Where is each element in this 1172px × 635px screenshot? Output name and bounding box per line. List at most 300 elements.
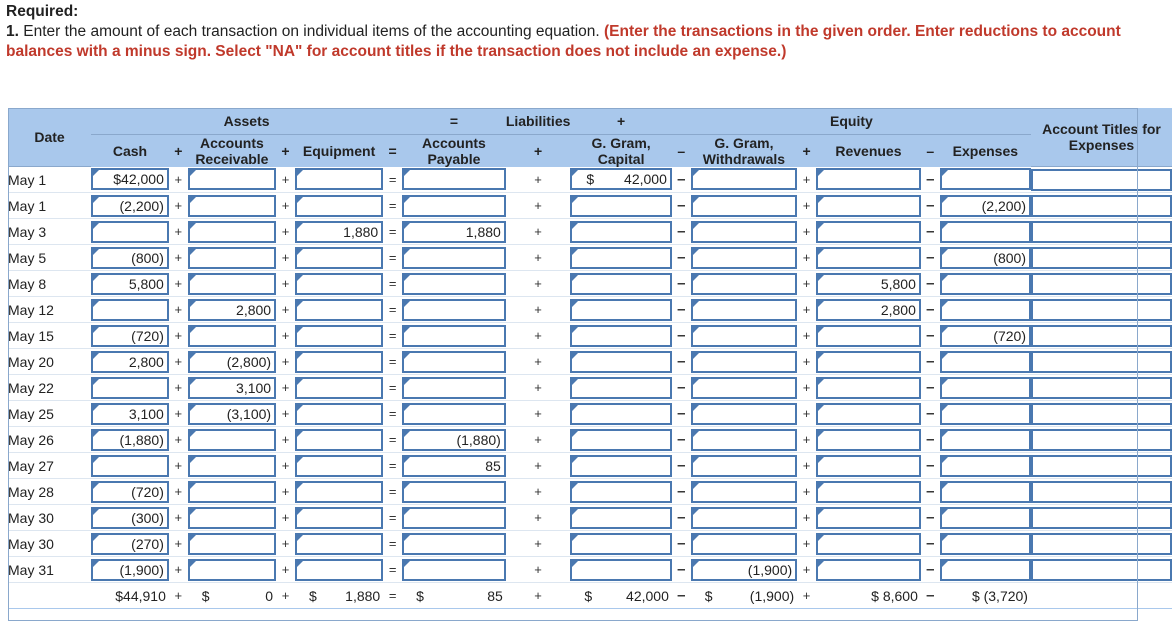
op-equals: = xyxy=(383,219,402,245)
revenues-input[interactable] xyxy=(816,533,921,555)
accounts-receivable-input[interactable] xyxy=(188,533,276,555)
op-minus: – xyxy=(921,583,940,609)
withdrawals-cell xyxy=(691,479,797,505)
op-plus: + xyxy=(797,219,816,245)
transaction-row xyxy=(8,271,1172,297)
expenses-input[interactable] xyxy=(940,325,1031,347)
op-minus: – xyxy=(672,583,691,609)
capital-cell xyxy=(570,167,671,193)
expenses-cell xyxy=(940,219,1031,245)
op-plus: + xyxy=(276,271,295,297)
accounts-payable-input[interactable] xyxy=(402,299,506,321)
op-plus: + xyxy=(506,427,571,453)
cash-cell xyxy=(91,479,169,505)
accounts-payable-input[interactable] xyxy=(402,481,506,503)
equipment-input[interactable] xyxy=(295,481,383,503)
capital-input[interactable] xyxy=(570,351,671,373)
capital-input[interactable] xyxy=(570,455,671,477)
currency-symbol: $ xyxy=(416,587,424,604)
ap-cell xyxy=(402,219,506,245)
op-plus: + xyxy=(797,479,816,505)
withdrawals-input[interactable] xyxy=(691,351,797,373)
revenues-cell xyxy=(816,245,921,271)
total-accounts-payable: $ 85 xyxy=(402,583,506,609)
equipment-input[interactable] xyxy=(295,559,383,581)
ar-cell xyxy=(188,453,276,479)
withdrawals-input[interactable] xyxy=(691,533,797,555)
op-plus: + xyxy=(169,193,188,219)
expenses-input[interactable] xyxy=(940,559,1031,581)
withdrawals-cell xyxy=(691,375,797,401)
account-title-select[interactable] xyxy=(1031,377,1172,399)
revenues-cell xyxy=(816,167,921,193)
withdrawals-input[interactable] xyxy=(691,377,797,399)
accounts-receivable-input[interactable] xyxy=(188,221,276,243)
account-title-cell xyxy=(1031,375,1172,401)
accounts-payable-input[interactable] xyxy=(402,351,506,373)
revenues-input[interactable] xyxy=(816,351,921,373)
header-accounts-payable: Accounts Payable xyxy=(402,134,506,167)
revenues-cell xyxy=(816,193,921,219)
expenses-value: (800) xyxy=(993,249,1026,266)
expenses-input[interactable] xyxy=(940,533,1031,555)
equipment-input[interactable] xyxy=(295,168,383,190)
account-title-cell xyxy=(1031,505,1172,531)
revenues-input[interactable] xyxy=(816,403,921,425)
cash-input[interactable] xyxy=(91,221,169,243)
revenues-input[interactable] xyxy=(816,195,921,217)
withdrawals-cell xyxy=(691,167,797,193)
account-title-select[interactable] xyxy=(1031,351,1172,373)
revenues-input[interactable] xyxy=(816,455,921,477)
equipment-input[interactable] xyxy=(295,403,383,425)
header-cash: Cash xyxy=(91,134,169,167)
revenues-input[interactable] xyxy=(816,481,921,503)
cash-input[interactable] xyxy=(91,351,169,373)
op-plus: + xyxy=(276,245,295,271)
transaction-row xyxy=(8,193,1172,219)
accounts-receivable-input[interactable] xyxy=(188,429,276,451)
op-minus: – xyxy=(921,245,940,271)
account-title-select[interactable] xyxy=(1031,247,1172,269)
op-plus: + xyxy=(276,349,295,375)
transaction-row xyxy=(8,349,1172,375)
op-equals: = xyxy=(383,193,402,219)
equipment-cell xyxy=(295,323,383,349)
cash-value: (720) xyxy=(131,483,164,500)
cash-input[interactable] xyxy=(91,481,169,503)
equipment-input[interactable] xyxy=(295,455,383,477)
transaction-row xyxy=(8,427,1172,453)
account-title-select[interactable] xyxy=(1031,559,1172,581)
withdrawals-input[interactable] xyxy=(691,481,797,503)
revenues-input[interactable] xyxy=(816,168,921,190)
expenses-input[interactable] xyxy=(940,247,1031,269)
capital-cell xyxy=(570,531,671,557)
revenues-input[interactable] xyxy=(816,429,921,451)
accounts-payable-input[interactable] xyxy=(402,325,506,347)
withdrawals-input[interactable] xyxy=(691,455,797,477)
op-plus: + xyxy=(169,531,188,557)
capital-input[interactable] xyxy=(570,221,671,243)
op-minus: – xyxy=(921,453,940,479)
withdrawals-input[interactable] xyxy=(691,403,797,425)
capital-cell xyxy=(570,427,671,453)
equipment-cell xyxy=(295,349,383,375)
op-plus: + xyxy=(797,193,816,219)
accounts-receivable-input[interactable] xyxy=(188,481,276,503)
expenses-input[interactable] xyxy=(940,429,1031,451)
op-equals: = xyxy=(383,427,402,453)
op-minus: – xyxy=(921,349,940,375)
revenues-cell xyxy=(816,453,921,479)
revenues-input[interactable] xyxy=(816,325,921,347)
accounts-receivable-input[interactable] xyxy=(188,273,276,295)
account-title-select[interactable] xyxy=(1031,481,1172,503)
accounts-payable-input[interactable] xyxy=(402,195,506,217)
op-equals: = xyxy=(383,557,402,583)
op-plus: + xyxy=(506,479,571,505)
equipment-input[interactable] xyxy=(295,195,383,217)
capital-input[interactable] xyxy=(570,377,671,399)
accounts-receivable-input[interactable] xyxy=(188,299,276,321)
expenses-value: (720) xyxy=(993,327,1026,344)
op-minus: – xyxy=(921,193,940,219)
cash-input[interactable] xyxy=(91,168,169,190)
op-equals: = xyxy=(383,531,402,557)
equipment-input[interactable] xyxy=(295,221,383,243)
accounts-payable-input[interactable] xyxy=(402,507,506,529)
op-plus: + xyxy=(169,219,188,245)
account-title-select[interactable] xyxy=(1031,507,1172,529)
accounts-payable-input[interactable] xyxy=(402,377,506,399)
op-plus: + xyxy=(169,297,188,323)
withdrawals-input[interactable] xyxy=(691,325,797,347)
expenses-cell xyxy=(940,453,1031,479)
op-equals: = xyxy=(383,401,402,427)
withdrawals-cell xyxy=(691,245,797,271)
expenses-input[interactable] xyxy=(940,195,1031,217)
revenues-input[interactable] xyxy=(816,507,921,529)
capital-input[interactable] xyxy=(570,299,671,321)
op-minus: – xyxy=(921,427,940,453)
op-minus: – xyxy=(921,531,940,557)
revenues-input[interactable] xyxy=(816,377,921,399)
cash-cell xyxy=(91,427,169,453)
cash-input[interactable] xyxy=(91,377,169,399)
withdrawals-input[interactable] xyxy=(691,429,797,451)
transaction-row xyxy=(8,245,1172,271)
withdrawals-input[interactable] xyxy=(691,221,797,243)
expenses-input[interactable] xyxy=(940,403,1031,425)
account-title-select[interactable] xyxy=(1031,195,1172,217)
accounts-payable-input[interactable] xyxy=(402,403,506,425)
expenses-input[interactable] xyxy=(940,455,1031,477)
equipment-input[interactable] xyxy=(295,325,383,347)
cash-input[interactable] xyxy=(91,325,169,347)
ap-cell xyxy=(402,245,506,271)
expenses-input[interactable] xyxy=(940,481,1031,503)
withdrawals-input[interactable] xyxy=(691,247,797,269)
cash-input[interactable] xyxy=(91,299,169,321)
accounts-receivable-input[interactable] xyxy=(188,168,276,190)
cash-value: (1,880) xyxy=(119,431,164,448)
equipment-input[interactable] xyxy=(295,377,383,399)
expenses-value: (2,200) xyxy=(981,197,1026,214)
accounts-receivable-input[interactable] xyxy=(188,455,276,477)
header-equals: = xyxy=(402,108,506,134)
revenues-input[interactable] xyxy=(816,299,921,321)
cash-input[interactable] xyxy=(91,273,169,295)
cash-value: $42,000 xyxy=(113,171,164,188)
transaction-row xyxy=(8,401,1172,427)
capital-input[interactable] xyxy=(570,533,671,555)
equipment-input[interactable] xyxy=(295,299,383,321)
equipment-cell xyxy=(295,375,383,401)
ar-cell xyxy=(188,479,276,505)
row-date: May 26 xyxy=(8,427,91,453)
op-plus: + xyxy=(276,193,295,219)
equipment-input[interactable] xyxy=(295,533,383,555)
required-heading: Required: xyxy=(6,3,79,20)
revenues-cell xyxy=(816,219,921,245)
op-minus: – xyxy=(672,557,691,583)
capital-input[interactable] xyxy=(570,247,671,269)
expenses-cell xyxy=(940,349,1031,375)
op-plus: + xyxy=(506,271,571,297)
total-equipment: $ 1,880 xyxy=(295,583,383,609)
cash-cell xyxy=(91,271,169,297)
revenues-value: 5,800 xyxy=(880,275,916,292)
ar-cell xyxy=(188,531,276,557)
transaction-row xyxy=(8,219,1172,245)
accounts-receivable-input[interactable] xyxy=(188,325,276,347)
expenses-cell xyxy=(940,245,1031,271)
capital-input[interactable] xyxy=(570,429,671,451)
ap-value: 85 xyxy=(485,457,501,474)
withdrawals-cell xyxy=(691,323,797,349)
required-text: Enter the amount of each transaction on individual items of the accounting equation. xyxy=(23,23,600,40)
expenses-cell xyxy=(940,323,1031,349)
withdrawals-cell xyxy=(691,427,797,453)
cash-input[interactable] xyxy=(91,455,169,477)
revenues-cell xyxy=(816,479,921,505)
row-date: May 30 xyxy=(8,531,91,557)
accounting-equation-table xyxy=(8,108,1172,609)
header-expenses: Expenses xyxy=(940,134,1031,167)
header-equity: Equity xyxy=(672,108,1031,134)
cash-cell xyxy=(91,219,169,245)
cash-input[interactable] xyxy=(91,195,169,217)
op-plus: + xyxy=(797,271,816,297)
cash-value: (720) xyxy=(131,327,164,344)
capital-cell xyxy=(570,453,671,479)
capital-input[interactable] xyxy=(570,507,671,529)
transaction-row xyxy=(8,375,1172,401)
account-title-select[interactable] xyxy=(1031,221,1172,243)
total-cash: $44,910 xyxy=(91,583,169,609)
op-plus: + xyxy=(169,245,188,271)
cash-input[interactable] xyxy=(91,507,169,529)
op-plus: + xyxy=(276,219,295,245)
op-minus: – xyxy=(921,167,940,193)
op-minus: – xyxy=(672,134,691,167)
withdrawals-cell xyxy=(691,531,797,557)
withdrawals-input[interactable] xyxy=(691,195,797,217)
capital-input[interactable] xyxy=(570,273,671,295)
accounts-receivable-input[interactable] xyxy=(188,351,276,373)
accounts-receivable-input[interactable] xyxy=(188,559,276,581)
header-revenues: Revenues xyxy=(816,134,921,167)
op-plus: + xyxy=(797,134,816,167)
equipment-cell xyxy=(295,505,383,531)
equipment-cell xyxy=(295,271,383,297)
equipment-input[interactable] xyxy=(295,507,383,529)
capital-input[interactable] xyxy=(570,168,671,190)
header-accounts-receivable: Accounts Receivable xyxy=(188,134,276,167)
ap-cell xyxy=(402,505,506,531)
accounts-receivable-input[interactable] xyxy=(188,195,276,217)
withdrawals-cell xyxy=(691,271,797,297)
account-title-cell xyxy=(1031,245,1172,271)
op-plus: + xyxy=(797,245,816,271)
equipment-cell xyxy=(295,401,383,427)
cash-cell xyxy=(91,349,169,375)
account-title-select[interactable] xyxy=(1031,273,1172,295)
equipment-cell xyxy=(295,219,383,245)
capital-input[interactable] xyxy=(570,195,671,217)
accounts-receivable-input[interactable] xyxy=(188,403,276,425)
op-plus: + xyxy=(276,531,295,557)
cash-cell xyxy=(91,323,169,349)
accounts-receivable-input[interactable] xyxy=(188,247,276,269)
row-date: May 20 xyxy=(8,349,91,375)
expenses-input[interactable] xyxy=(940,168,1031,190)
cash-input[interactable] xyxy=(91,429,169,451)
account-title-cell xyxy=(1031,167,1172,193)
capital-input[interactable] xyxy=(570,403,671,425)
ar-cell xyxy=(188,401,276,427)
expenses-input[interactable] xyxy=(940,273,1031,295)
account-title-select[interactable] xyxy=(1031,533,1172,555)
op-plus: + xyxy=(506,323,571,349)
equipment-input[interactable] xyxy=(295,247,383,269)
revenues-input[interactable] xyxy=(816,273,921,295)
withdrawals-input[interactable] xyxy=(691,273,797,295)
account-title-select[interactable] xyxy=(1031,169,1172,191)
expenses-input[interactable] xyxy=(940,221,1031,243)
accounts-receivable-input[interactable] xyxy=(188,377,276,399)
account-title-select[interactable] xyxy=(1031,299,1172,321)
header-liabilities: Liabilities xyxy=(506,108,571,134)
accounts-payable-input[interactable] xyxy=(402,247,506,269)
capital-cell xyxy=(570,193,671,219)
accounts-payable-input[interactable] xyxy=(402,429,506,451)
account-title-select[interactable] xyxy=(1031,325,1172,347)
row-date: May 15 xyxy=(8,323,91,349)
accounts-receivable-input[interactable] xyxy=(188,507,276,529)
row-date: May 28 xyxy=(8,479,91,505)
expenses-input[interactable] xyxy=(940,377,1031,399)
ar-cell xyxy=(188,245,276,271)
capital-input[interactable] xyxy=(570,325,671,347)
account-title-cell xyxy=(1031,297,1172,323)
ar-value: (3,100) xyxy=(226,405,272,422)
equipment-input[interactable] xyxy=(295,351,383,373)
withdrawals-input[interactable] xyxy=(691,559,797,581)
ar-value: 2,800 xyxy=(236,301,272,318)
op-equals: = xyxy=(383,297,402,323)
expenses-cell xyxy=(940,479,1031,505)
op-plus: + xyxy=(276,401,295,427)
total-capital: $ 42,000 xyxy=(570,583,671,609)
row-date: May 8 xyxy=(8,271,91,297)
capital-cell xyxy=(570,505,671,531)
equipment-input[interactable] xyxy=(295,273,383,295)
accounts-payable-input[interactable] xyxy=(402,221,506,243)
account-title-select[interactable] xyxy=(1031,455,1172,477)
cash-input[interactable] xyxy=(91,403,169,425)
withdrawals-input[interactable] xyxy=(691,168,797,190)
header-assets: Assets xyxy=(91,108,402,134)
row-date: May 31 xyxy=(8,557,91,583)
equipment-input[interactable] xyxy=(295,429,383,451)
accounts-payable-input[interactable] xyxy=(402,273,506,295)
cash-input[interactable] xyxy=(91,247,169,269)
account-title-cell xyxy=(1031,557,1172,583)
cash-input[interactable] xyxy=(91,533,169,555)
revenues-input[interactable] xyxy=(816,247,921,269)
account-title-cell xyxy=(1031,349,1172,375)
op-minus: – xyxy=(921,323,940,349)
account-title-select[interactable] xyxy=(1031,429,1172,451)
total-account-titles xyxy=(1031,583,1172,609)
revenues-input[interactable] xyxy=(816,221,921,243)
capital-input[interactable] xyxy=(570,481,671,503)
equipment-cell xyxy=(295,479,383,505)
withdrawals-input[interactable] xyxy=(691,299,797,321)
capital-cell xyxy=(570,401,671,427)
op-plus: + xyxy=(797,349,816,375)
currency-symbol: $ xyxy=(201,587,210,604)
expenses-input[interactable] xyxy=(940,351,1031,373)
accounts-payable-input[interactable] xyxy=(402,559,506,581)
equipment-value: 1,880 xyxy=(343,223,379,240)
header-withdrawals: G. Gram, Withdrawals xyxy=(691,134,797,167)
ar-cell xyxy=(188,193,276,219)
revenues-input[interactable] xyxy=(816,559,921,581)
account-title-cell xyxy=(1031,271,1172,297)
accounts-payable-input[interactable] xyxy=(402,533,506,555)
accounts-payable-input[interactable] xyxy=(402,168,506,190)
capital-cell xyxy=(570,375,671,401)
account-title-select[interactable] xyxy=(1031,403,1172,425)
cash-input[interactable] xyxy=(91,559,169,581)
row-date: May 30 xyxy=(8,505,91,531)
capital-input[interactable] xyxy=(570,559,671,581)
header-plus: + xyxy=(570,108,671,134)
ap-cell xyxy=(402,427,506,453)
accounts-payable-input[interactable] xyxy=(402,455,506,477)
expenses-input[interactable] xyxy=(940,507,1031,529)
expenses-input[interactable] xyxy=(940,299,1031,321)
row-date: May 27 xyxy=(8,453,91,479)
revenues-cell xyxy=(816,297,921,323)
op-plus: + xyxy=(506,167,571,193)
op-plus: + xyxy=(506,505,571,531)
withdrawals-input[interactable] xyxy=(691,507,797,529)
row-date: May 5 xyxy=(8,245,91,271)
